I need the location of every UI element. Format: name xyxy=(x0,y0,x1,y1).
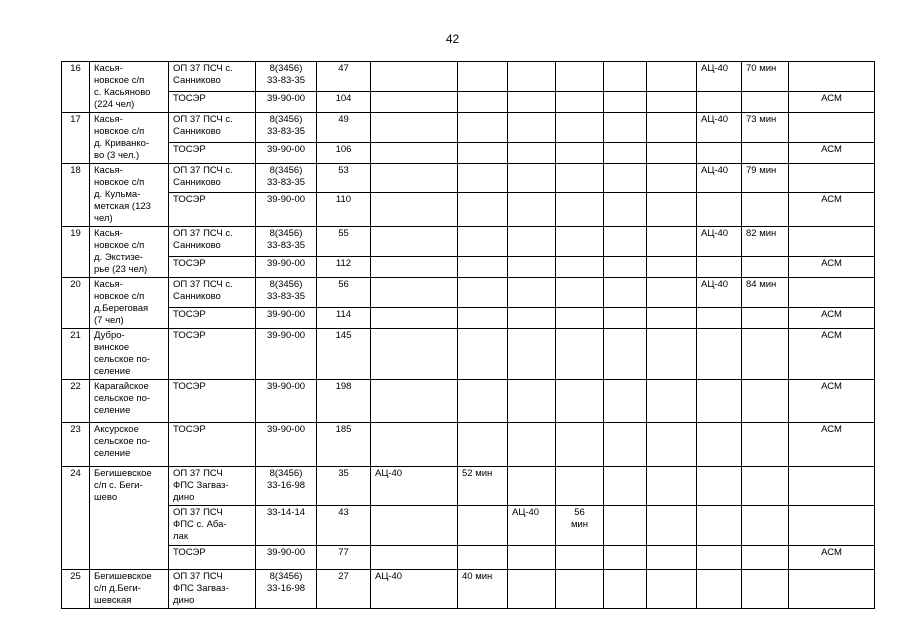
time-c-cell xyxy=(742,256,789,277)
empty-cell xyxy=(647,423,697,467)
vehicle-a-cell xyxy=(371,329,458,380)
time-c-cell: 70 мин xyxy=(742,62,789,92)
asm-cell: АСМ xyxy=(789,329,875,380)
distance-cell: 49 xyxy=(317,113,371,143)
time-c-cell: 79 мин xyxy=(742,164,789,193)
asm-cell: АСМ xyxy=(789,192,875,226)
vehicle-a-cell xyxy=(371,164,458,193)
row-number-cell: 20 xyxy=(62,278,90,329)
phone-cell: 39-90-00 xyxy=(256,329,317,380)
time-b-cell xyxy=(556,113,604,143)
time-b-cell xyxy=(556,423,604,467)
vehicle-a-cell xyxy=(371,227,458,257)
settlement-cell: Касья- новское с/п д. Экстизе- рье (23 чел) xyxy=(90,227,169,278)
time-c-cell xyxy=(742,307,789,328)
settlement-cell: Бегишевское с/п с. Беги- шево xyxy=(90,467,169,570)
vehicle-b-cell xyxy=(508,113,556,143)
vehicle-c-cell: АЦ-40 xyxy=(697,113,742,143)
time-c-cell: 82 мин xyxy=(742,227,789,257)
vehicle-a-cell xyxy=(371,142,458,163)
table-row xyxy=(62,570,875,609)
asm-cell: АСМ xyxy=(789,380,875,423)
unit-cell: ОП 37 ПСЧ ФПС Загваз- дино xyxy=(169,570,256,609)
vehicle-c-cell xyxy=(697,307,742,328)
vehicle-b-cell xyxy=(508,278,556,308)
unit-cell: ТОСЭР xyxy=(169,91,256,112)
unit-cell: ТОСЭР xyxy=(169,192,256,226)
empty-cell xyxy=(604,423,647,467)
time-a-cell xyxy=(458,227,508,257)
page-number: 42 xyxy=(445,32,460,46)
asm-cell xyxy=(789,62,875,92)
time-a-cell xyxy=(458,546,508,570)
distance-cell: 198 xyxy=(317,380,371,423)
vehicle-b-cell xyxy=(508,62,556,92)
time-c-cell: 84 мин xyxy=(742,278,789,308)
time-a-cell xyxy=(458,307,508,328)
settlement-cell: Карагайское сельское по- селение xyxy=(90,380,169,423)
empty-cell xyxy=(647,192,697,226)
vehicle-a-cell: АЦ-40 xyxy=(371,570,458,609)
time-b-cell xyxy=(556,142,604,163)
row-number-cell: 21 xyxy=(62,329,90,380)
row-number-cell: 16 xyxy=(62,62,90,113)
asm-cell xyxy=(789,570,875,609)
distance-cell: 47 xyxy=(317,62,371,92)
phone-cell: 39-90-00 xyxy=(256,256,317,277)
distance-cell: 104 xyxy=(317,91,371,112)
phone-cell: 39-90-00 xyxy=(256,307,317,328)
vehicle-b-cell xyxy=(508,227,556,257)
unit-cell: ТОСЭР xyxy=(169,256,256,277)
distance-cell: 112 xyxy=(317,256,371,277)
empty-cell xyxy=(647,62,697,92)
table-row xyxy=(62,256,875,277)
table-row xyxy=(62,546,875,570)
vehicle-c-cell xyxy=(697,91,742,112)
vehicle-c-cell xyxy=(697,467,742,506)
distance-cell: 185 xyxy=(317,423,371,467)
asm-cell xyxy=(789,506,875,546)
time-a-cell xyxy=(458,142,508,163)
asm-cell xyxy=(789,227,875,257)
unit-cell: ТОСЭР xyxy=(169,380,256,423)
time-a-cell xyxy=(458,192,508,226)
vehicle-a-cell xyxy=(371,506,458,546)
asm-cell xyxy=(789,113,875,143)
time-b-cell xyxy=(556,192,604,226)
vehicle-a-cell xyxy=(371,113,458,143)
asm-cell: АСМ xyxy=(789,91,875,112)
row-number-cell: 19 xyxy=(62,227,90,278)
time-c-cell xyxy=(742,423,789,467)
unit-cell: ОП 37 ПСЧ ФПС с. Аба- лак xyxy=(169,506,256,546)
empty-cell xyxy=(604,380,647,423)
unit-cell: ТОСЭР xyxy=(169,546,256,570)
empty-cell xyxy=(604,192,647,226)
asm-cell: АСМ xyxy=(789,307,875,328)
table-row xyxy=(62,164,875,193)
distance-cell: 56 xyxy=(317,278,371,308)
empty-cell xyxy=(604,278,647,308)
table-row xyxy=(62,62,875,92)
phone-cell: 8(3456) 33-16-98 xyxy=(256,467,317,506)
unit-cell: ТОСЭР xyxy=(169,329,256,380)
phone-cell: 8(3456) 33-83-35 xyxy=(256,113,317,143)
asm-cell: АСМ xyxy=(789,423,875,467)
time-b-cell xyxy=(556,227,604,257)
distance-cell: 27 xyxy=(317,570,371,609)
empty-cell xyxy=(647,142,697,163)
unit-cell: ОП 37 ПСЧ с. Санниково xyxy=(169,113,256,143)
time-b-cell xyxy=(556,570,604,609)
phone-cell: 39-90-00 xyxy=(256,192,317,226)
phone-cell: 8(3456) 33-83-35 xyxy=(256,164,317,193)
time-c-cell xyxy=(742,570,789,609)
vehicle-c-cell: АЦ-40 xyxy=(697,227,742,257)
vehicle-a-cell xyxy=(371,192,458,226)
table-row xyxy=(62,467,875,506)
settlement-cell: Касья- новское с/п с. Касьяново (224 чел) xyxy=(90,62,169,113)
table-row xyxy=(62,278,875,308)
distance-cell: 43 xyxy=(317,506,371,546)
empty-cell xyxy=(647,329,697,380)
vehicle-a-cell xyxy=(371,256,458,277)
unit-cell: ОП 37 ПСЧ с. Санниково xyxy=(169,164,256,193)
table-row xyxy=(62,192,875,226)
vehicle-b-cell xyxy=(508,256,556,277)
phone-cell: 8(3456) 33-83-35 xyxy=(256,278,317,308)
empty-cell xyxy=(647,91,697,112)
vehicle-c-cell: АЦ-40 xyxy=(697,278,742,308)
time-c-cell xyxy=(742,506,789,546)
asm-cell xyxy=(789,278,875,308)
time-b-cell xyxy=(556,256,604,277)
time-b-cell xyxy=(556,329,604,380)
vehicle-c-cell xyxy=(697,506,742,546)
vehicle-b-cell xyxy=(508,192,556,226)
distance-cell: 35 xyxy=(317,467,371,506)
empty-cell xyxy=(647,113,697,143)
distance-cell: 114 xyxy=(317,307,371,328)
fire-response-table xyxy=(61,61,875,609)
vehicle-c-cell xyxy=(697,423,742,467)
unit-cell: ТОСЭР xyxy=(169,142,256,163)
empty-cell xyxy=(604,113,647,143)
unit-cell: ОП 37 ПСЧ с. Санниково xyxy=(169,227,256,257)
unit-cell: ОП 37 ПСЧ с. Санниково xyxy=(169,278,256,308)
asm-cell: АСМ xyxy=(789,142,875,163)
vehicle-b-cell xyxy=(508,546,556,570)
settlement-cell: Касья- новское с/п д. Кульма- метская (123 чел) xyxy=(90,164,169,227)
vehicle-c-cell xyxy=(697,546,742,570)
vehicle-b-cell xyxy=(508,570,556,609)
time-a-cell xyxy=(458,91,508,112)
time-a-cell xyxy=(458,380,508,423)
empty-cell xyxy=(604,91,647,112)
vehicle-b-cell xyxy=(508,164,556,193)
empty-cell xyxy=(604,307,647,328)
asm-cell: АСМ xyxy=(789,546,875,570)
vehicle-b-cell xyxy=(508,91,556,112)
empty-cell xyxy=(604,546,647,570)
vehicle-b-cell xyxy=(508,467,556,506)
empty-cell xyxy=(604,227,647,257)
unit-cell: ТОСЭР xyxy=(169,423,256,467)
empty-cell xyxy=(604,570,647,609)
vehicle-c-cell xyxy=(697,256,742,277)
table-row xyxy=(62,380,875,423)
time-b-cell xyxy=(556,62,604,92)
empty-cell xyxy=(604,467,647,506)
row-number-cell: 23 xyxy=(62,423,90,467)
vehicle-c-cell xyxy=(697,570,742,609)
empty-cell xyxy=(604,62,647,92)
phone-cell: 33-14-14 xyxy=(256,506,317,546)
vehicle-a-cell xyxy=(371,307,458,328)
vehicle-a-cell xyxy=(371,278,458,308)
distance-cell: 77 xyxy=(317,546,371,570)
table-row xyxy=(62,329,875,380)
time-a-cell xyxy=(458,506,508,546)
time-b-cell xyxy=(556,380,604,423)
table-row xyxy=(62,227,875,257)
empty-cell xyxy=(647,380,697,423)
empty-cell xyxy=(647,546,697,570)
vehicle-c-cell xyxy=(697,329,742,380)
time-c-cell xyxy=(742,329,789,380)
vehicle-a-cell xyxy=(371,423,458,467)
time-a-cell xyxy=(458,278,508,308)
time-b-cell xyxy=(556,278,604,308)
phone-cell: 39-90-00 xyxy=(256,423,317,467)
time-b-cell: 56 мин xyxy=(556,506,604,546)
time-b-cell xyxy=(556,307,604,328)
time-c-cell xyxy=(742,142,789,163)
vehicle-c-cell xyxy=(697,142,742,163)
empty-cell xyxy=(604,256,647,277)
time-a-cell xyxy=(458,423,508,467)
vehicle-b-cell xyxy=(508,329,556,380)
settlement-cell: Касья- новское с/п д.Береговая (7 чел) xyxy=(90,278,169,329)
settlement-cell: Бегишевское с/п д.Беги- шевская xyxy=(90,570,169,609)
time-b-cell xyxy=(556,164,604,193)
empty-cell xyxy=(647,256,697,277)
time-b-cell xyxy=(556,467,604,506)
vehicle-b-cell xyxy=(508,307,556,328)
table-row xyxy=(62,506,875,546)
table-row xyxy=(62,423,875,467)
row-number-cell: 18 xyxy=(62,164,90,227)
settlement-cell: Аксурское сельское по- селение xyxy=(90,423,169,467)
distance-cell: 55 xyxy=(317,227,371,257)
vehicle-b-cell xyxy=(508,380,556,423)
empty-cell xyxy=(647,307,697,328)
settlement-cell: Дубро- винское сельское по- селение xyxy=(90,329,169,380)
vehicle-a-cell xyxy=(371,380,458,423)
empty-cell xyxy=(647,278,697,308)
distance-cell: 53 xyxy=(317,164,371,193)
time-a-cell: 52 мин xyxy=(458,467,508,506)
asm-cell xyxy=(789,467,875,506)
empty-cell xyxy=(647,570,697,609)
unit-cell: ОП 37 ПСЧ ФПС Загваз- дино xyxy=(169,467,256,506)
row-number-cell: 22 xyxy=(62,380,90,423)
row-number-cell: 24 xyxy=(62,467,90,570)
time-a-cell xyxy=(458,329,508,380)
phone-cell: 8(3456) 33-16-98 xyxy=(256,570,317,609)
vehicle-a-cell: АЦ-40 xyxy=(371,467,458,506)
empty-cell xyxy=(604,142,647,163)
row-number-cell: 25 xyxy=(62,570,90,609)
time-c-cell: 73 мин xyxy=(742,113,789,143)
table-row xyxy=(62,113,875,143)
vehicle-b-cell xyxy=(508,423,556,467)
time-b-cell xyxy=(556,546,604,570)
vehicle-c-cell: АЦ-40 xyxy=(697,164,742,193)
time-a-cell: 40 мин xyxy=(458,570,508,609)
empty-cell xyxy=(604,164,647,193)
vehicle-c-cell xyxy=(697,380,742,423)
row-number-cell: 17 xyxy=(62,113,90,164)
vehicle-b-cell: АЦ-40 xyxy=(508,506,556,546)
phone-cell: 39-90-00 xyxy=(256,546,317,570)
distance-cell: 110 xyxy=(317,192,371,226)
time-c-cell xyxy=(742,192,789,226)
table-row xyxy=(62,307,875,328)
vehicle-c-cell: АЦ-40 xyxy=(697,62,742,92)
phone-cell: 39-90-00 xyxy=(256,142,317,163)
empty-cell xyxy=(604,506,647,546)
phone-cell: 39-90-00 xyxy=(256,380,317,423)
empty-cell xyxy=(647,467,697,506)
empty-cell xyxy=(647,506,697,546)
phone-cell: 8(3456) 33-83-35 xyxy=(256,62,317,92)
vehicle-b-cell xyxy=(508,142,556,163)
unit-cell: ОП 37 ПСЧ с. Санниково xyxy=(169,62,256,92)
time-c-cell xyxy=(742,91,789,112)
vehicle-a-cell xyxy=(371,91,458,112)
empty-cell xyxy=(647,164,697,193)
vehicle-a-cell xyxy=(371,62,458,92)
phone-cell: 39-90-00 xyxy=(256,91,317,112)
phone-cell: 8(3456) 33-83-35 xyxy=(256,227,317,257)
unit-cell: ТОСЭР xyxy=(169,307,256,328)
time-b-cell xyxy=(556,91,604,112)
empty-cell xyxy=(647,227,697,257)
time-c-cell xyxy=(742,467,789,506)
time-a-cell xyxy=(458,256,508,277)
time-a-cell xyxy=(458,113,508,143)
table-row xyxy=(62,142,875,163)
table-row xyxy=(62,91,875,112)
distance-cell: 145 xyxy=(317,329,371,380)
asm-cell: АСМ xyxy=(789,256,875,277)
time-a-cell xyxy=(458,164,508,193)
time-c-cell xyxy=(742,546,789,570)
time-a-cell xyxy=(458,62,508,92)
vehicle-a-cell xyxy=(371,546,458,570)
empty-cell xyxy=(604,329,647,380)
distance-cell: 106 xyxy=(317,142,371,163)
asm-cell xyxy=(789,164,875,193)
time-c-cell xyxy=(742,380,789,423)
settlement-cell: Касья- новское с/п д. Криванко- во (3 чел.) xyxy=(90,113,169,164)
vehicle-c-cell xyxy=(697,192,742,226)
